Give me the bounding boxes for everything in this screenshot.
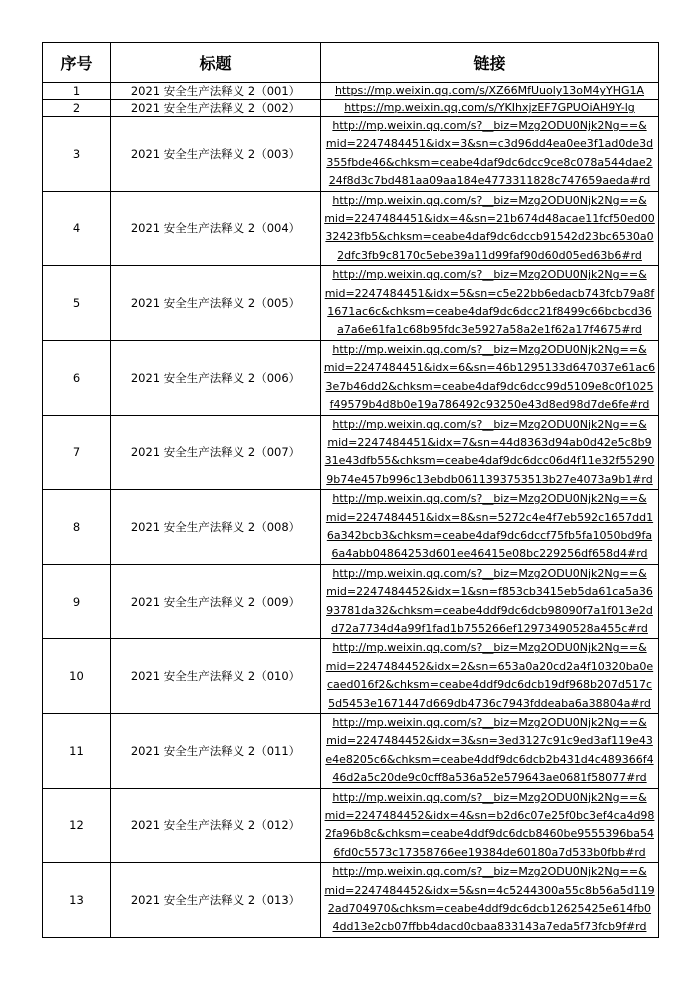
table-row <box>43 266 659 341</box>
row-title: 2021 安全生产法释义 2（001） <box>111 83 321 100</box>
header-no: 序号 <box>43 43 111 83</box>
row-link-cell <box>321 191 659 266</box>
article-link[interactable]: caed016f2&chksm=ceabe4ddf9dc6dcb19df968b207d517c <box>326 678 653 692</box>
article-link[interactable]: 31e43dfb55&chksm=ceabe4daf9dc6dcc06d4f11e32f55290 <box>324 454 655 468</box>
article-link[interactable]: 1671ac6c&chksm=ceabe4daf9dc6dcc21f8499c66bcbcd36 <box>327 305 652 319</box>
article-link[interactable]: 32423fb5&chksm=ceabe4daf9dc6dccb91542d23bc6530a0 <box>325 230 654 244</box>
article-link[interactable]: http://mp.weixin.qq.com/s?__biz=Mzg2ODU0Njk2Ng==& <box>332 566 647 580</box>
row-title: 2021 安全生产法释义 2（002） <box>111 100 321 117</box>
table-row <box>43 83 659 100</box>
article-link[interactable]: mid=2247484452&idx=3&sn=3ed3127c91c9ed3af119e43 <box>326 734 653 748</box>
row-link-cell <box>321 564 659 639</box>
row-title: 2021 安全生产法释义 2（012） <box>111 788 321 863</box>
header-link: 链接 <box>321 43 659 83</box>
row-title: 2021 安全生产法释义 2（005） <box>111 266 321 341</box>
row-title: 2021 安全生产法释义 2（009） <box>111 564 321 639</box>
links-table <box>42 42 659 938</box>
article-link[interactable]: http://mp.weixin.qq.com/s?__biz=Mzg2ODU0Njk2Ng==& <box>332 193 647 207</box>
row-title: 2021 安全生产法释义 2（007） <box>111 415 321 490</box>
article-link[interactable]: http://mp.weixin.qq.com/s?__biz=Mzg2ODU0Njk2Ng==& <box>332 268 647 282</box>
header-row <box>43 43 659 83</box>
article-link[interactable]: 46d2a5c20de9c0cff8a536a52e579643ae0681f58077#rd <box>332 771 647 785</box>
article-link[interactable]: http://mp.weixin.qq.com/s?__biz=Mzg2ODU0Njk2Ng==& <box>332 492 647 506</box>
row-number: 9 <box>43 564 111 639</box>
article-link[interactable]: http://mp.weixin.qq.com/s?__biz=Mzg2ODU0Njk2Ng==& <box>332 790 647 804</box>
article-link[interactable]: 2ad704970&chksm=ceabe4ddf9dc6dcb12625425e614fb0 <box>327 902 652 916</box>
article-link[interactable]: mid=2247484451&idx=4&sn=21b674d48acae11fcf50ed00 <box>324 212 655 226</box>
row-number: 1 <box>43 83 111 100</box>
table-row <box>43 863 659 938</box>
article-link[interactable]: e4e8205c6&chksm=ceabe4ddf9dc6dcb2b431d4c489366f4 <box>325 752 654 766</box>
article-link[interactable]: mid=2247484452&idx=2&sn=653a0a20cd2a4f10320ba0e <box>325 659 654 673</box>
row-title: 2021 安全生产法释义 2（003） <box>111 117 321 192</box>
row-number: 2 <box>43 100 111 117</box>
row-title: 2021 安全生产法释义 2（013） <box>111 863 321 938</box>
article-link[interactable]: 5d5453e1671447d669db4736c7943fddeaba6a38804a#rd <box>328 696 651 710</box>
table-row <box>43 117 659 192</box>
header-title: 标题 <box>111 43 321 83</box>
article-link[interactable]: mid=2247484451&idx=3&sn=c3d96dd4ea0ee3f1ad0de3d <box>325 137 654 151</box>
table-row <box>43 714 659 789</box>
row-link-cell <box>321 863 659 938</box>
table-row <box>43 100 659 117</box>
table-row <box>43 564 659 639</box>
row-number: 7 <box>43 415 111 490</box>
row-number: 3 <box>43 117 111 192</box>
row-link-cell <box>321 340 659 415</box>
row-link-cell <box>321 415 659 490</box>
row-number: 11 <box>43 714 111 789</box>
article-link[interactable]: http://mp.weixin.qq.com/s?__biz=Mzg2ODU0Njk2Ng==& <box>332 342 647 356</box>
article-link[interactable]: mid=2247484451&idx=7&sn=44d8363d94ab0d42e5c8b9 <box>327 435 652 449</box>
row-link-cell <box>321 266 659 341</box>
row-number: 4 <box>43 191 111 266</box>
row-link-cell <box>321 788 659 863</box>
table-row <box>43 788 659 863</box>
article-link[interactable]: http://mp.weixin.qq.com/s?__biz=Mzg2ODU0Njk2Ng==& <box>332 865 647 879</box>
article-link[interactable]: 4dd13e2cb07ffbb4dacd0cbaa833143a7eda5f73fcb9f#rd <box>332 920 647 934</box>
table-row <box>43 490 659 565</box>
article-link[interactable]: http://mp.weixin.qq.com/s?__biz=Mzg2ODU0Njk2Ng==& <box>332 641 647 655</box>
article-link[interactable]: http://mp.weixin.qq.com/s?__biz=Mzg2ODU0Njk2Ng==& <box>332 417 647 431</box>
table-row <box>43 191 659 266</box>
article-link[interactable]: 24f8d3c7bd481aa09aa184e4773311828c747659aeda#rd <box>328 174 651 188</box>
article-link[interactable]: 2fa96b8c&chksm=ceabe4ddf9dc6dcb8460be9555396ba54 <box>325 827 654 841</box>
row-link-cell <box>321 83 659 100</box>
article-link[interactable]: 355fbde46&chksm=ceabe4daf9dc6dcc9ce8c078a544dae2 <box>326 155 653 169</box>
article-link[interactable]: https://mp.weixin.qq.com/s/YKIhxjzEF7GPUOiAH9Y-lg <box>344 101 635 114</box>
article-link[interactable]: 2dfc3fb9c8170c5ebe39a11d99faf90d60d05ed63b6#rd <box>337 248 642 262</box>
row-link-cell <box>321 639 659 714</box>
article-link[interactable]: mid=2247484451&idx=8&sn=5272c4e4f7eb592c1657dd1 <box>325 510 654 524</box>
row-number: 12 <box>43 788 111 863</box>
article-link[interactable]: mid=2247484451&idx=5&sn=c5e22bb6edacb743fcb79a8f <box>324 286 655 300</box>
row-number: 13 <box>43 863 111 938</box>
row-title: 2021 安全生产法释义 2（004） <box>111 191 321 266</box>
article-link[interactable]: mid=2247484452&idx=4&sn=b2d6c07e25f0bc3ef4ca4d98 <box>324 809 655 823</box>
row-title: 2021 安全生产法释义 2（006） <box>111 340 321 415</box>
article-link[interactable]: mid=2247484452&idx=1&sn=f853cb3415eb5da61ca5a36 <box>326 585 653 599</box>
row-link-cell <box>321 714 659 789</box>
row-number: 10 <box>43 639 111 714</box>
row-title: 2021 安全生产法释义 2（011） <box>111 714 321 789</box>
article-link[interactable]: 6a4abb04864253d601ee46415e08bc229256df658d4#rd <box>331 547 648 561</box>
row-link-cell <box>321 490 659 565</box>
article-link[interactable]: https://mp.weixin.qq.com/s/XZ66MfUuoly13oM4yYHG1A <box>334 84 645 97</box>
table-row <box>43 415 659 490</box>
article-link[interactable]: d72a7734d4a99f1fad1b755266ef12973490528a455c#rd <box>331 621 648 635</box>
row-link-cell <box>321 100 659 117</box>
row-title: 2021 安全生产法释义 2（008） <box>111 490 321 565</box>
article-link[interactable]: 93781da32&chksm=ceabe4ddf9dc6dcb98090f7a1f013e2d <box>326 603 653 617</box>
row-title: 2021 安全生产法释义 2（010） <box>111 639 321 714</box>
article-link[interactable]: f49579b4d8b0e19a786492c93250e43d8ed98d7de6fe#rd <box>329 398 650 412</box>
row-number: 5 <box>43 266 111 341</box>
article-link[interactable]: mid=2247484452&idx=5&sn=4c5244300a55c8b56a5d119 <box>324 883 655 897</box>
row-link-cell <box>321 117 659 192</box>
article-link[interactable]: 6a342bcb3&chksm=ceabe4daf9dc6dccf75fb5fa1050bd9fa <box>326 528 653 542</box>
row-number: 8 <box>43 490 111 565</box>
table-row <box>43 340 659 415</box>
table-row <box>43 639 659 714</box>
article-link[interactable]: http://mp.weixin.qq.com/s?__biz=Mzg2ODU0Njk2Ng==& <box>332 716 647 729</box>
article-link[interactable]: http://mp.weixin.qq.com/s?__biz=Mzg2ODU0Njk2Ng==& <box>332 119 647 132</box>
row-number: 6 <box>43 340 111 415</box>
article-link[interactable]: mid=2247484451&idx=6&sn=46b1295133d647037e61ac6 <box>323 361 656 375</box>
article-link[interactable]: 3e7b46dd2&chksm=ceabe4daf9dc6dcc99d5109e8c0f1025 <box>325 379 654 393</box>
article-link[interactable]: a7a6e61fa1c68b95fdc3e5927a58a2e1f62a17f4675#rd <box>337 323 642 337</box>
article-link[interactable]: 6fd0c5573c17358766ee19384de60180a7d533b0fbb#rd <box>333 845 646 859</box>
article-link[interactable]: 9b74e457b996c13ebdb0611393753513b27e4073a9b1#rd <box>326 472 653 486</box>
